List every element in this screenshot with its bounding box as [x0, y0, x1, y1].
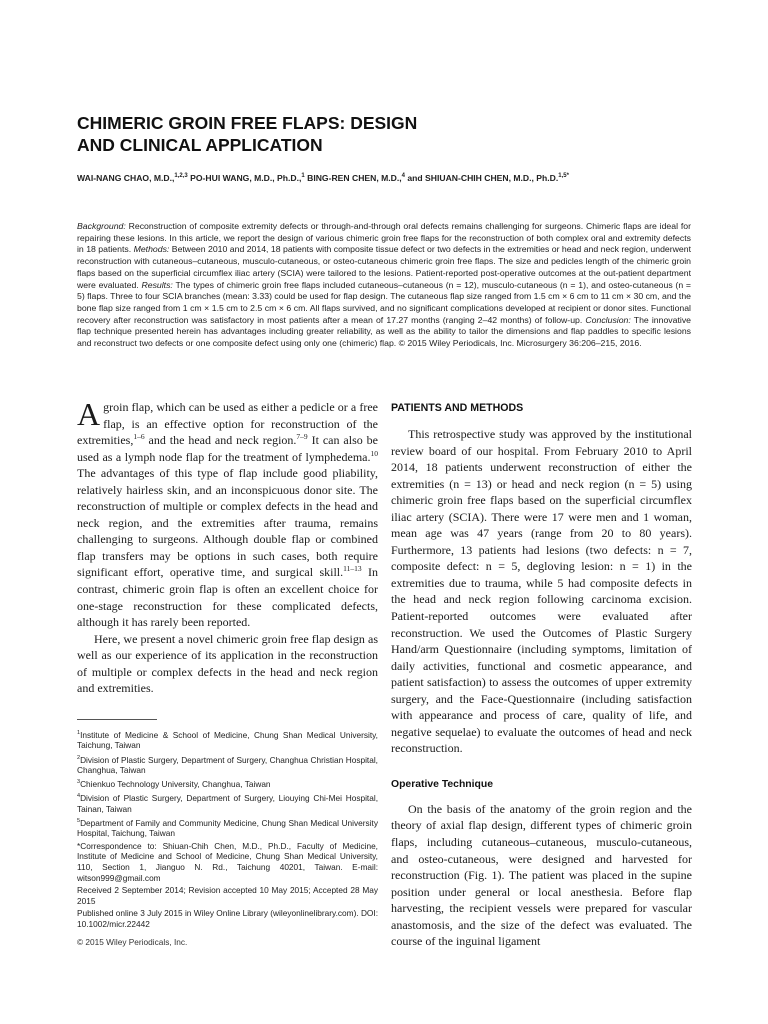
footnotes [77, 728, 378, 931]
abstract-background-label: Background: [77, 221, 126, 231]
abstract-methods-label: Methods: [133, 244, 170, 255]
footnote-text: Department of Family and Community Medicine, Chung Shan Medical University Hospital, Taichung, Taiwan [77, 817, 378, 839]
intro-text-e: In contrast, chimeric groin flap is often an excellent choice for one-stage reconstruction for these complicated defects, although it has rarely been reported. [77, 565, 379, 630]
footnote-marker: 5 [77, 817, 81, 824]
footnote-text: Chienkuo Technology University, Changhua, Taiwan [80, 779, 271, 790]
abstract [77, 221, 691, 350]
footnote-marker: 4 [77, 793, 81, 800]
footnote-affiliation-4 [77, 791, 378, 814]
footnote-divider [77, 719, 157, 720]
right-column [391, 399, 692, 950]
footnote-marker: 3 [77, 779, 81, 786]
footnote-affiliation-1 [77, 728, 378, 751]
drop-cap: A [77, 396, 101, 432]
citation: 10 [370, 448, 378, 458]
intro-text-c: It can also be used as a lymph node flap for the treatment of lymphedema. [77, 433, 378, 464]
citation: 7–9 [296, 432, 308, 442]
intro-text-d: The advantages of this type of flap include good pliability, relatively hairless skin, and an inconspicuous donor site. The reconstruction of multiple or complex defects in the head and neck region, and the extremities after trauma, remains challenging to surgeons. Although double flap or combined flap transfers may be options in such cases, both require significant effort, operative time, and surgical skill. [77, 466, 378, 580]
author-1: WAI-NANG CHAO, M.D., [77, 172, 175, 183]
author-2: PO-HUI WANG, M.D., Ph.D., [187, 172, 302, 183]
footnote-affiliation-3 [77, 777, 378, 789]
footnote-text: Institute of Medicine & School of Medicine, Chung Shan Medical University, Taichung, Taiwan [77, 729, 378, 751]
footnote-marker: 1 [77, 730, 81, 736]
author-2-affil: 1 [301, 173, 305, 179]
abstract-methods: Between 2010 and 2014, 18 patients with composite tissue defect or two defects in the extremities or head and neck region, underwent reconstruction with cutaneous–cutaneous, musculo-cutaneous, or osteo-cutaneous chimeric groin free flaps. The size and pedicles length of the chimeric groin flaps based on the superficial circumflex iliac artery (SCIA) were tailored to the lesions. Patient-reported post-operative outcomes at the out-patient department were evaluated. [77, 244, 691, 290]
footnote-correspondence: *Correspondence to: Shiuan-Chih Chen, M.D., Ph.D., Faculty of Medicine, Institute of Medicine and School of Medicine, Chung Shan Medical University, 110, Section 1, Jianguo N. Rd., Taichung 40201, Taiwan. E-mail: witson999@gmail.com [77, 840, 378, 883]
footnote-received: Received 2 September 2014; Revision accepted 10 May 2015; Accepted 28 May 2015 [77, 884, 378, 906]
intro-paragraph-1 [77, 396, 379, 631]
subsection-heading: Operative Technique [391, 778, 494, 790]
left-column [77, 396, 379, 697]
copyright-notice: © 2015 Wiley Periodicals, Inc. [77, 937, 188, 947]
footnote-text: Division of Plastic Surgery, Department of Surgery, Liouying Chi-Mei Hospital, Tainan, Taiwan [77, 793, 378, 814]
citation: 1–6 [133, 432, 145, 442]
author-4: and SHIUAN-CHIH CHEN, M.D., Ph.D. [405, 172, 559, 183]
author-4-affil: 1,5* [558, 173, 569, 179]
author-3: BING-REN CHEN, M.D., [304, 172, 402, 183]
article-title [77, 112, 697, 156]
abstract-results-label: Results: [141, 279, 173, 290]
footnote-text: Division of Plastic Surgery, Department of Surgery, Changhua Christian Hospital, Changhua, Taiwan [77, 754, 378, 776]
methods-paragraph-1: This retrospective study was approved by the institutional review board of our hospital. From February 2010 to April 2014, 18 patients underwent reconstruction of either the extremities (n = 13) or head and neck region (n = 5) using chimeric groin free flaps based on the superficial circumflex iliac artery (SCIA). There were 17 were men and 1 woman, mean age was 47 years (range from 20 to 80 years). Furthermore, 13 patients had lesions (two defects: n = 7, composite defect: n = 5, degloving lesion: n = 1) in the extremities due to trauma, while 5 had composite defects in the head and neck region following carcinoma excision. Patient-reported outcomes were evaluated after reconstruction. We used the Outcomes of Plastic Surgery Hand/arm Questionnaire (including symptoms, limitation of daily activities, functional and cosmetic appearance, and patient satisfaction) to assess the outcomes of upper extremity surgery, and the Face-Questionnaire (including satisfaction with appearance and process of care, quality of life, and negative sequelae) to evaluate the outcomes of head and neck reconstruction. [391, 427, 692, 756]
intro-paragraph-2: Here, we present a novel chimeric groin free flap design as well as our experience of its application in the reconstruction of multiple or complex defects in the head and neck region and extremities. [77, 631, 378, 696]
citation: 11–13 [343, 564, 362, 574]
author-3-affil: 4 [401, 173, 405, 179]
footnote-affiliation-5 [77, 816, 378, 839]
intro-text-a: groin flap, which can be used as either a pedicle or a free flap, is an effective option for reconstruction of the extremities, [77, 400, 378, 448]
abstract-background: Reconstruction of composite extremity defects or through-and-through oral defects remains challenging for surgeons. Chimeric flaps are ideal for repairing these lesions. In this article, we report the design of various chimeric groin free flaps for the reconstruction of both complex oral and extremity defects in 18 patients. [77, 221, 691, 255]
footnote-published: Published online 3 July 2015 in Wiley Online Library (wileyonlinelibrary.com). DOI: 10.1002/micr.22442 [77, 907, 378, 929]
author-list [77, 170, 697, 184]
footnote-affiliation-2 [77, 753, 378, 776]
intro-text-b: and the head and neck region. [144, 433, 297, 448]
section-heading: PATIENTS AND METHODS [391, 402, 524, 414]
title-line-2: AND CLINICAL APPLICATION [77, 135, 323, 155]
abstract-conclusion-label: Conclusion: [585, 314, 631, 325]
author-1-affil: 1,2,3 [174, 173, 188, 179]
methods-paragraph-2: On the basis of the anatomy of the groin region and the theory of axial flap design, different types of chimeric groin flaps, including cutaneous–cutaneous, musculo-cutaneous, and osteo-cutaneous, were designed and harvested for reconstruction (Fig. 1). The patient was placed in the supine position under general or local anesthesia. Before flap harvesting, the recipient vessels were prepared for vascular anastomosis, and the size of the defect was evaluated. The course of the inguinal ligament [391, 801, 692, 949]
footnote-marker: 2 [77, 754, 81, 761]
abstract-results: The types of chimeric groin free flaps included cutaneous–cutaneous (n = 12), musculo-cutaneous (n = 1), and osteo-cutaneous (n = 5) flaps. Three to four SCIA branches (mean: 3.33) could be used for flap design. The cutaneous flap size ranged from 1.5 cm × 6 cm to 11 cm × 30 cm, and the bone flap size ranged from 1 cm × 1.5 cm to 2.5 cm × 6 cm. All flaps survived, and no significant complications developed at recipient or donor sites. Functional recovery after reconstruction was satisfactory in most patients after a mean of 17.27 months (ranging 2–42 months) of follow-up. [77, 279, 692, 325]
title-line-1: CHIMERIC GROIN FREE FLAPS: DESIGN [77, 113, 418, 133]
abstract-conclusion: The innovative flap technique presented herein has advantages including greater reliability, as well as the ability to tailor the dimensions and flap paddles to specific lesions and reconstruct two defects or one composite defect using only one (chimeric) flap. © 2015 Wiley Periodicals, Inc. Microsurgery 36:206–215, 2016. [77, 314, 691, 349]
